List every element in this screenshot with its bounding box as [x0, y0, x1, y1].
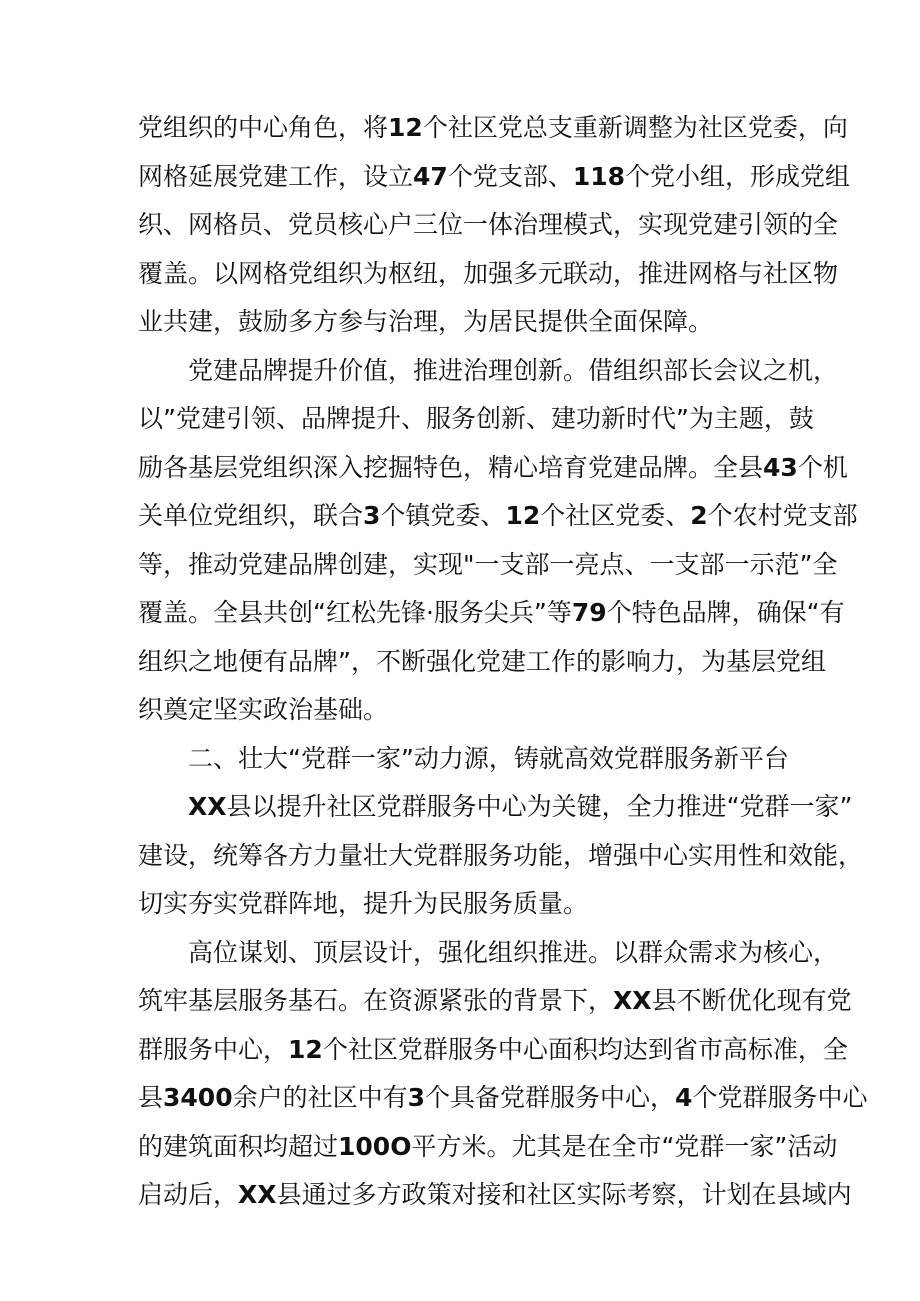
- text-run: 县不断优化现有党: [651, 986, 852, 1015]
- document-body: [138, 104, 868, 1220]
- text-line: [138, 541, 838, 590]
- text-line: [138, 929, 839, 978]
- text-line: [138, 250, 839, 299]
- text-run: 县: [138, 1083, 164, 1112]
- text-run: 业共建，鼓励多方参与治理，为居民提供全面保障。: [138, 307, 714, 336]
- text-run: 县通过多方政策对接和社区实际考察，计划在县域内: [276, 1180, 852, 1209]
- text-run: 筑牢基层服务基石。在资源紧张的背景下，: [138, 986, 614, 1015]
- text-line: [138, 783, 853, 832]
- text-line: [138, 492, 858, 541]
- text-run: 以”党建引领、品牌提升、服务创新、建功新时代”为主题，鼓: [138, 404, 814, 433]
- text-run: 个社区党总支重新调整为社区党委，向: [422, 113, 848, 142]
- text-run: 个具备党群服务中心，: [425, 1083, 676, 1112]
- bold-number: 12: [505, 501, 541, 530]
- text-run: 个机: [797, 452, 848, 482]
- text-line: [138, 977, 852, 1026]
- text-line: [138, 347, 839, 396]
- text-run: 县以提升社区党群服务中心为关键，全力推进“党群一家”: [226, 792, 853, 821]
- text-line: [138, 298, 790, 347]
- text-run: 的建筑面积均超过: [138, 1131, 339, 1161]
- bold-number: 79: [571, 598, 607, 627]
- text-run: 个党小组，形成党组: [625, 161, 851, 191]
- text-run: 群服务中心，: [138, 1034, 289, 1064]
- text-line: [138, 880, 790, 929]
- text-run: 励各基层党组织深入挖掘特色，精心培育党建品牌。全县: [138, 452, 764, 482]
- text-run: 党建品牌提升价值，推进治理创新。借组织部长会议之机，: [188, 355, 839, 385]
- bold-number: 100O: [338, 1131, 412, 1161]
- text-run: 二、壮大“党群一家”动力源，铸就高效党群服务新平台: [188, 743, 789, 773]
- bold-number: 118: [572, 161, 626, 191]
- bold-number: 47: [413, 161, 448, 191]
- bold-number: 3400: [163, 1083, 233, 1112]
- text-run: 切实夯实党群阵地，提升为民服务质量。: [138, 889, 589, 918]
- bold-number: 12: [288, 1034, 323, 1064]
- text-line: [138, 1026, 848, 1075]
- text-run: 个党支部、: [447, 161, 573, 191]
- bold-number: XX: [613, 986, 652, 1015]
- text-run: 织、网格员、党员核心户三位一体治理模式，实现党建引领的全: [138, 210, 839, 239]
- text-line: [138, 638, 826, 687]
- bold-number: XX: [188, 792, 227, 821]
- text-run: 党组织的中心角色，将: [138, 113, 389, 142]
- text-line: [138, 589, 845, 638]
- text-run: 组织之地便有品牌”，不断强化党建工作的影响力，为基层党组: [138, 646, 826, 676]
- text-line: [138, 395, 814, 444]
- text-run: 个社区党委、: [540, 501, 691, 530]
- text-line: [138, 104, 848, 153]
- bold-number: 43: [763, 452, 798, 482]
- text-run: 网格延展党建工作，设立: [138, 161, 414, 191]
- text-line: [138, 686, 790, 735]
- text-run: 个农村党支部: [707, 501, 858, 530]
- text-line: [138, 1074, 868, 1123]
- text-run: 关单位党组织，联合: [138, 501, 364, 530]
- text-run: 余户的社区中有: [232, 1083, 408, 1112]
- text-run: 覆盖。以网格党组织为枢纽，加强多元联动，推进网格与社区物: [138, 258, 839, 288]
- text-run: 建设，统筹各方力量壮大党群服务功能，增强中心实用性和效能，: [138, 840, 864, 870]
- text-run: 启动后，: [138, 1180, 239, 1209]
- text-run: 高位谋划、顶层设计，强化组织推进。以群众需求为核心，: [188, 937, 839, 967]
- text-line: [138, 153, 851, 202]
- text-run: 平方米。尤其是在全市“党群一家”活动: [411, 1131, 838, 1161]
- text-run: 个镇党委、: [380, 501, 506, 530]
- text-line: [138, 1171, 852, 1220]
- bold-number: XX: [238, 1180, 277, 1209]
- bold-number: 3: [407, 1083, 426, 1112]
- text-run: 覆盖。全县共创“红松先锋·服务尖兵”等: [138, 598, 572, 627]
- text-line: [138, 832, 864, 881]
- bold-number: 12: [388, 113, 423, 142]
- text-run: 个社区党群服务中心面积均达到省市高标准，全: [322, 1034, 848, 1064]
- text-run: 个特色品牌，确保“有: [606, 598, 845, 627]
- text-line: [138, 1123, 838, 1172]
- text-line: [138, 735, 790, 784]
- text-line: [138, 444, 848, 493]
- text-run: 等，推动党建品牌创建，实现"一支部一亮点、一支部一示范”全: [138, 549, 838, 579]
- text-run: 织奠定坚实政治基础。: [138, 695, 389, 724]
- text-line: [138, 201, 839, 250]
- bold-number: 3: [363, 501, 381, 530]
- text-run: 个党群服务中心: [692, 1083, 868, 1112]
- bold-number: 4: [675, 1083, 693, 1112]
- bold-number: 2: [690, 501, 708, 530]
